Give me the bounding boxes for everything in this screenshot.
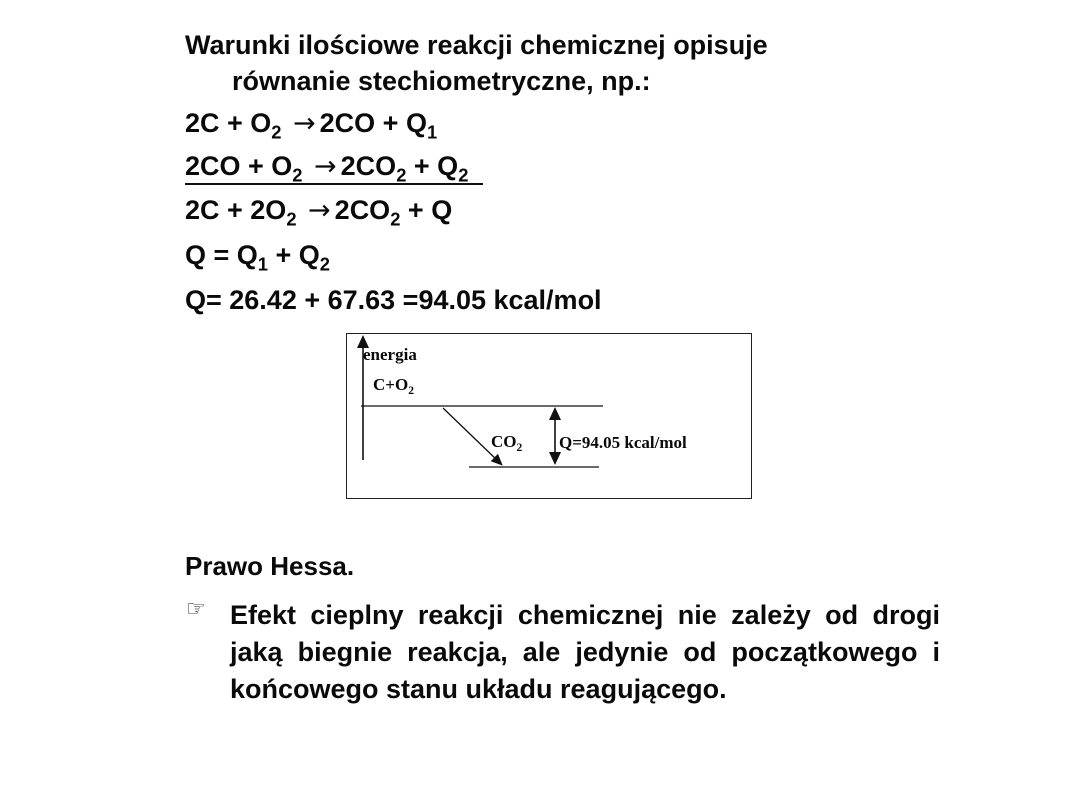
energy-diagram: [346, 333, 752, 499]
reactant-label: $C+O_2$: [373, 375, 414, 398]
pointing-hand-icon: ☞: [186, 597, 206, 622]
product-label: $CO_2$: [491, 432, 523, 455]
intro-line-1: Warunki ilościowe reakcji chemicznej opisuje: [185, 30, 768, 60]
equation-3: $2C + 2O_2 \to 2CO_2 + Q$: [185, 195, 453, 230]
equation-4: $Q = Q_1 + Q_2$: [185, 240, 330, 275]
equation-1: $2C + O_2 \to 2CO + Q_1$: [185, 108, 438, 143]
q-arrow-up: [549, 407, 561, 420]
hess-law-text: Efekt cieplny reakcji chemicznej nie zależy od drogi jaką biegnie reakcja, ale jedynie od początkowego i końcowego stanu układu reagującego.: [230, 600, 940, 704]
intro-line-2: równanie stechiometryczne, np.:: [232, 66, 651, 96]
q-value-label: Q=94.05 kcal/mol: [559, 433, 687, 452]
equation-5: Q= 26.42 + 67.63 =94.05 kcal/mol: [185, 285, 602, 315]
section-title: Prawo Hessa.: [185, 551, 355, 581]
equation-2: $2CO + O_2 \to 2CO_2 + Q_2$: [185, 153, 483, 180]
reaction-arrow-icon: →: [314, 151, 337, 182]
reaction-arrow-icon: →: [293, 108, 316, 139]
q-arrow-down: [549, 452, 561, 465]
energy-axis-label: energia: [363, 345, 417, 364]
reaction-arrow-icon: →: [308, 195, 331, 226]
